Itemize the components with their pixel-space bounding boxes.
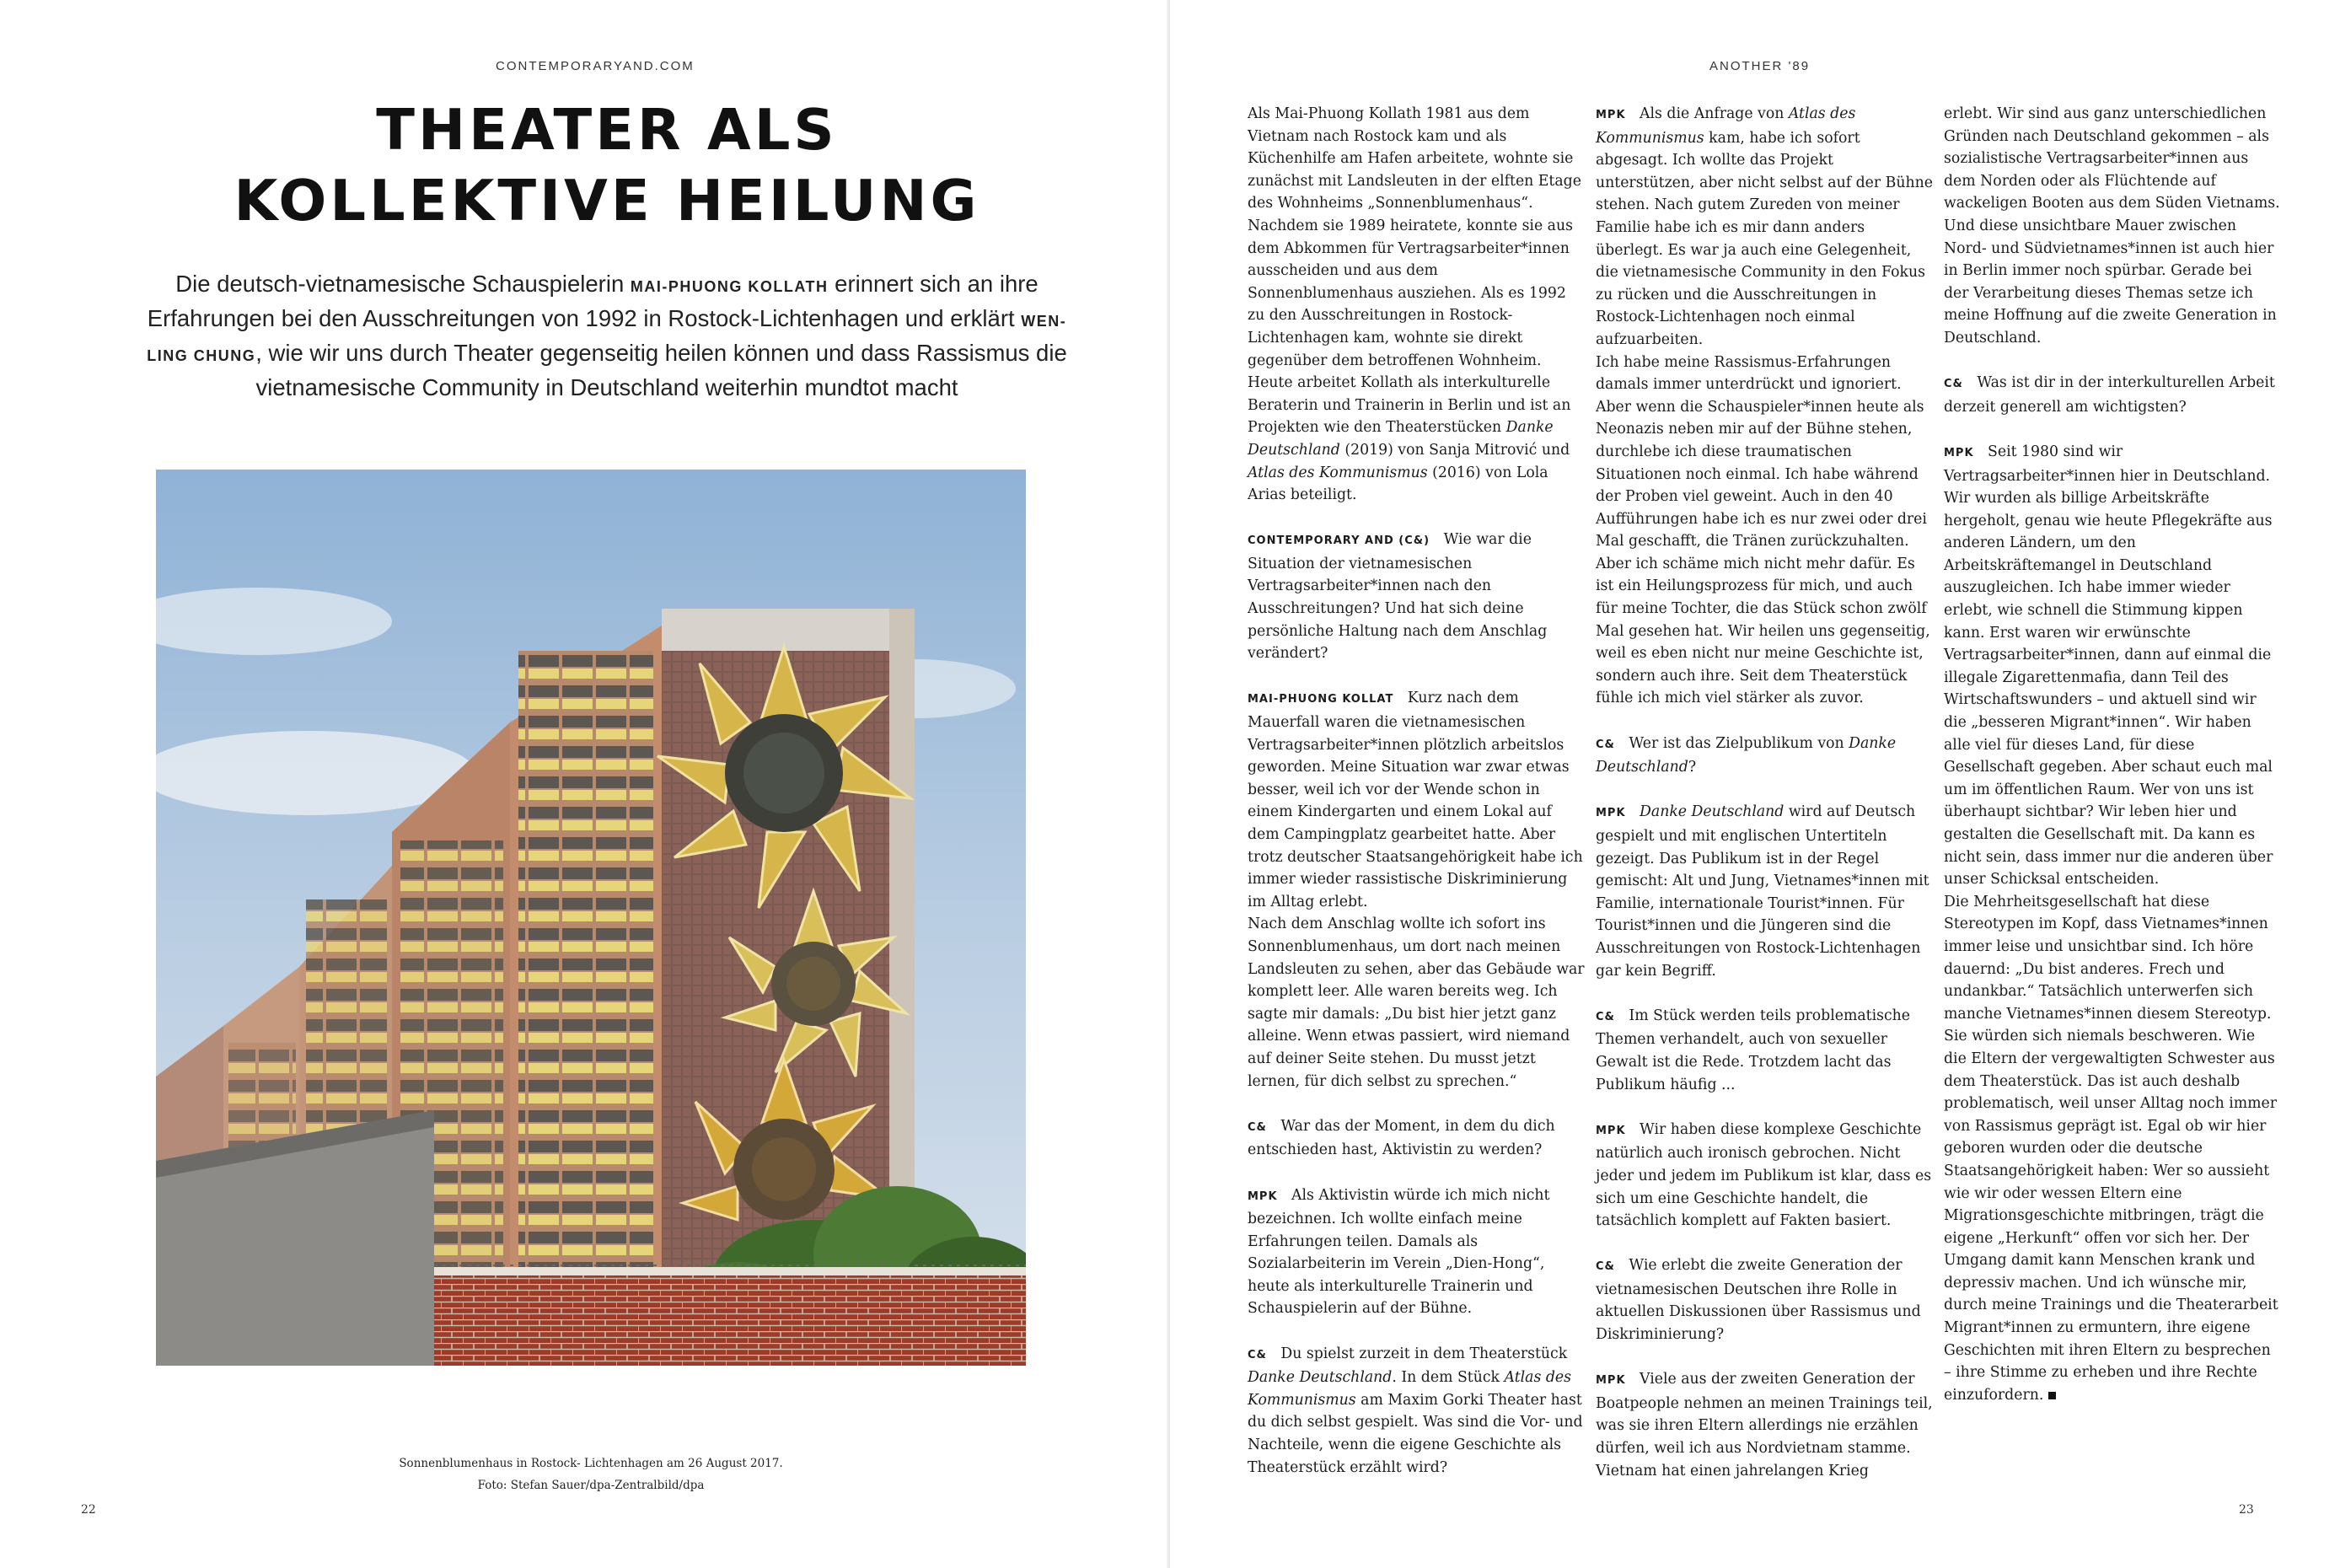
- article-title: [194, 94, 1020, 236]
- running-head-right: ANOTHER '89: [1709, 59, 1811, 73]
- speaker-label: MPK: [1248, 1189, 1278, 1203]
- text-column-1: [1248, 103, 1585, 1501]
- intro-text-2: erinnert sich an ihre Erfahrungen bei den Ausschreitungen von 1992 in Rostock-Lichtenhagen und erklärt: [147, 271, 1039, 331]
- text-column-2: [1596, 103, 1933, 1505]
- question-4: C& Wer ist das Zielpublikum von Danke Deutschland?: [1596, 734, 1897, 776]
- speaker-label: C&: [1596, 738, 1615, 751]
- speaker-label: MPK: [1596, 1124, 1626, 1137]
- speaker-label: MPK: [1596, 807, 1626, 820]
- question-1: CONTEMPORARY AND (C&) Wie war die Situation der vietnamesischen Vertragsarbeiter*innen nach den Ausschreitungen? Und hat sich deine persönliche Haltung nach dem Anschlag verändert?: [1248, 531, 1548, 663]
- title-line-2: KOLLEKTIVE HEILUNG: [233, 168, 980, 234]
- intro-name-chung: WEN-LING CHUNG: [147, 313, 1067, 364]
- speaker-label: C&: [1248, 1348, 1267, 1361]
- answer-7-continued: Die Mehrheitsgesellschaft hat diese Stereotypen im Kopf, dass Vietnames*innen immer leise und unsichtbar sind. Ich höre dauernd: „Du bist anderes. Frech und undankbar.“ Tatsächlich unterwerfen sich manche Vietnames*innen diesem Stereotyp. Sie würden sich niemals beschweren. Wie die Eltern der vergewaltigten Schwester aus dem Theaterstück. Das ist auch deshalb problematisch, weil unser Alltag noch immer von Rassismus geprägt ist. Egal ob wir hier geboren wurden oder die deutsche Staatsangehörigkeit haben: Wer so aussieht wie wir oder wessen Eltern eine Migrationsgeschichte mitbringen, trägt die eigene „Herkunft“ offen vor sich her. Der Umgang damit kann Menschen krank und depressiv machen. Und ich wünsche mir, durch meine Trainings und die Theaterarbeit Migrant*innen zu ermuntern, ihre eigene Geschichten mit ihren Eltern zu besprechen – ihre Stimme zu erheben und ihre Rechte einzufordern.: [1944, 893, 2278, 1404]
- sonnenblumenhaus-photo: [156, 470, 1026, 1366]
- answer-5: MPK Wir haben diese komplexe Geschichte natürlich auch ironisch gebrochen. Nicht jeder und jedem im Publikum ist klar, dass es sich um eine Geschichte handelt, die tatsächlich komplett auf Fakten basiert.: [1596, 1120, 1932, 1230]
- intro-name-kollath: MAI-PHUONG KOLLATH: [630, 278, 829, 295]
- speaker-label: MAI-PHUONG KOLLAT: [1248, 693, 1394, 706]
- speaker-label: MPK: [1944, 446, 1974, 459]
- answer-4: MPK Danke Deutschland wird auf Deutsch gespielt und mit englischen Untertiteln gezeigt. Das Publikum ist in der Regel gemischt: Alt und Jung, Vietnames*innen mit Familie, internationale Tourist*innen. Für Tourist*innen und die Jüngeren sind die Ausschreitungen von Rostock-Lichtenhagen gar kein Begriff.: [1596, 803, 1929, 980]
- photo-caption: [156, 1453, 1026, 1496]
- right-page: [1170, 0, 2340, 1568]
- answer-6-continued: erlebt. Wir sind aus ganz unterschiedlichen Gründen nach Deutschland gekommen – als sozialistische Vertragsarbeiter*innen aus dem Norden oder als Flüchtende auf wackeligen Booten aus dem Süden Vietnams. Und diese unsichtbare Mauer zwischen Nord- und Südvietnames*innen ist auch hier in Berlin immer noch spürbar. Gerade bei der Verarbeitung dieses Themas setze ich meine Hoffnung auf die zweite Generation in Deutschland.: [1944, 105, 2280, 346]
- question-5: C& Im Stück werden teils problematische Themen verhandelt, auch von sexueller Gewalt ist die Rede. Trotzdem lacht das Publikum häufig ...: [1596, 1007, 1911, 1093]
- title-line-1: THEATER ALS: [376, 97, 838, 163]
- question-3: C& Du spielst zurzeit in dem Theaterstück Danke Deutschland. In dem Stück Atlas des Kommunismus am Maxim Gorki Theater hast du dich selbst gespielt. Was sind die Vor- und Nachteile, wenn die eigene Geschichte als Theaterstück erzählt wird?: [1248, 1345, 1583, 1476]
- lead-paragraph: Als Mai-Phuong Kollath 1981 aus dem Vietnam nach Rostock kam und als Küchenhilfe am Hafen arbeitete, wohnte sie zunächst mit Landsleuten in der elften Etage des Wohnheims „Sonnenblumenhaus“. Nachdem sie 1989 heiratete, konnte sie aus dem Abkommen für Vertragsarbeiter*innen ausscheiden und aus dem Sonnenblumenhaus ausziehen. Als es 1992 zu den Ausschreitungen in Rostock-Lichtenhagen kam, wohnte sie direkt gegenüber dem betroffenen Wohnheim. Heute arbeitet Kollath als interkulturelle Beraterin und Trainerin in Berlin und ist an Projekten wie den Theaterstücken Danke Deutschland (2019) von Sanja Mitrović und Atlas des Kommunismus (2016) von Lola Arias beteiligt.: [1248, 105, 1581, 504]
- intro-text-3: , wie wir uns durch Theater gegenseitig heilen können und dass Rassismus die vietnamesische Community in Deutschland weiterhin mundtot macht: [255, 340, 1067, 400]
- speaker-label: C&: [1596, 1260, 1615, 1274]
- answer-1-continued: Nach dem Anschlag wollte ich sofort ins Sonnenblumenhaus, um dort nach meinen Landsleuten zu sehen, aber das Gebäude war komplett leer. Alle waren bereits weg. Ich sagte mir damals: „Du bist hier jetzt ganz alleine. Wenn etwas passiert, wird niemand auf deiner Seite stehen. Du musst jetzt lernen, für dich selbst zu sprechen.“: [1248, 916, 1585, 1090]
- speaker-label: C&: [1944, 378, 1963, 391]
- question-7: C& Was ist dir in der interkulturellen Arbeit derzeit generell am wichtigsten?: [1944, 374, 2275, 416]
- answer-3-continued: Ich habe meine Rassismus-Erfahrungen damals immer unterdrückt und ignoriert. Aber wenn die Schauspieler*innen heute als Neonazis neben mir auf der Bühne stehen, durchlebe ich diese traumatischen Situationen noch einmal. Ich habe während der Proben viel geweint. Auch in den 40 Aufführungen habe ich es nur zwei oder drei Mal geschafft, die Tränen zurückzuhalten. Aber ich schäme mich nicht mehr dafür. Es ist ein Heilungsprozess für mich, und auch für meine Tochter, die das Stück schon zwölf Mal gesehen hat. Wir heilen uns gegenseitig, weil es eben nicht nur meine Geschichte ist, sondern auch ihre. Seit dem Theaterstück fühle ich mich viel stärker als zuvor.: [1596, 353, 1930, 707]
- question-6: C& Wie erlebt die zweite Generation der vietnamesischen Deutschen ihre Rolle in aktuellen Diskussionen über Rassismus und Diskriminierung?: [1596, 1257, 1921, 1344]
- intro-text-1: Die deutsch-vietnamesische Schauspielerin: [175, 271, 631, 297]
- text-column-3: [1944, 103, 2281, 1429]
- answer-1: MAI-PHUONG KOLLAT Kurz nach dem Mauerfall waren die vietnamesischen Vertragsarbeiter*innen plötzlich arbeitslos geworden. Meine Situation war zwar etwas besser, weil ich vor der Wende schon in einem Kindergarten und einem Lokal auf dem Campingplatz gearbeitet hatte. Aber trotz deutscher Staatsangehörigkeit habe ich immer wieder rassistische Diskriminierung im Alltag erlebt.: [1248, 690, 1583, 910]
- page-number-left: 22: [81, 1503, 96, 1517]
- answer-7: MPK Seit 1980 sind wir Vertragsarbeiter*innen hier in Deutschland. Wir wurden als billige Arbeitskräfte hergeholt, genau wie heute Pflegekräfte aus anderen Ländern, um den Arbeitskräftemangel in Deutschland auszugleichen. Ich habe immer wieder erlebt, wie schnell die Stimmung kippen kann. Erst waren wir erwünschte Vertragsarbeiter*innen, dann auf einmal die illegale Zigarettenmafia, dann Teil des Wirtschaftswunders – und aktuell sind wir die „besseren Migrant*innen“. Wir haben alle viel für dieses Land, für diese Gesellschaft gegeben. Aber schaut euch mal um im öffentlichen Raum. Wer von uns ist überhaupt sichtbar? Wir leben hier und gestalten die Gesellschaft mit. Da kann es nicht sein, dass immer nur die anderen über unser Schicksal entscheiden.: [1944, 443, 2273, 889]
- speaker-label: MPK: [1596, 1374, 1626, 1388]
- answer-2: MPK Als Aktivistin würde ich mich nicht bezeichnen. Ich wollte einfach meine Erfahrungen teilen. Damals als Sozialarbeiterin im Verein „Dien-Hong“, heute als interkulturelle Trainerin und Schauspielerin auf der Bühne.: [1248, 1186, 1550, 1318]
- running-head-left: CONTEMPORARYAND.COM: [496, 59, 695, 73]
- answer-6: MPK Viele aus der zweiten Generation der Boatpeople nehmen an meinen Trainings teil, was sie ihren Eltern allerdings nie erzählen dürfen, weil ich aus Nordvietnam stamme. Vietnam hat einen jahrelangen Krieg: [1596, 1371, 1933, 1479]
- speaker-label: MPK: [1596, 109, 1626, 121]
- speaker-label: C&: [1596, 1010, 1615, 1023]
- speaker-label: C&: [1248, 1120, 1267, 1134]
- answer-3: MPK Als die Anfrage von Atlas des Kommunismus kam, habe ich sofort abgesagt. Ich wollte das Projekt unterstützen, aber nicht selbst auf der Bühne stehen. Nach gutem Zureden von meiner Familie habe ich es mir dann anders überlegt. Es war ja auch eine Gelegenheit, die vietnamesische Community in den Fokus zu rücken und die Ausschreitungen in Rostock-Lichtenhagen noch einmal aufzuarbeiten.: [1596, 105, 1933, 348]
- page-number-right: 23: [2239, 1503, 2254, 1517]
- speaker-label: CONTEMPORARY AND (C&): [1248, 534, 1430, 548]
- photo-credit: Foto: Stefan Sauer/dpa-Zentralbild/dpa: [477, 1479, 705, 1492]
- caption-text: Sonnenblumenhaus in Rostock- Lichtenhagen am 26 August 2017.: [399, 1457, 783, 1470]
- intro-paragraph: [135, 268, 1079, 404]
- question-2: C& War das der Moment, in dem du dich entschieden hast, Aktivistin zu werden?: [1248, 1117, 1555, 1159]
- end-mark-icon: [2048, 1392, 2056, 1399]
